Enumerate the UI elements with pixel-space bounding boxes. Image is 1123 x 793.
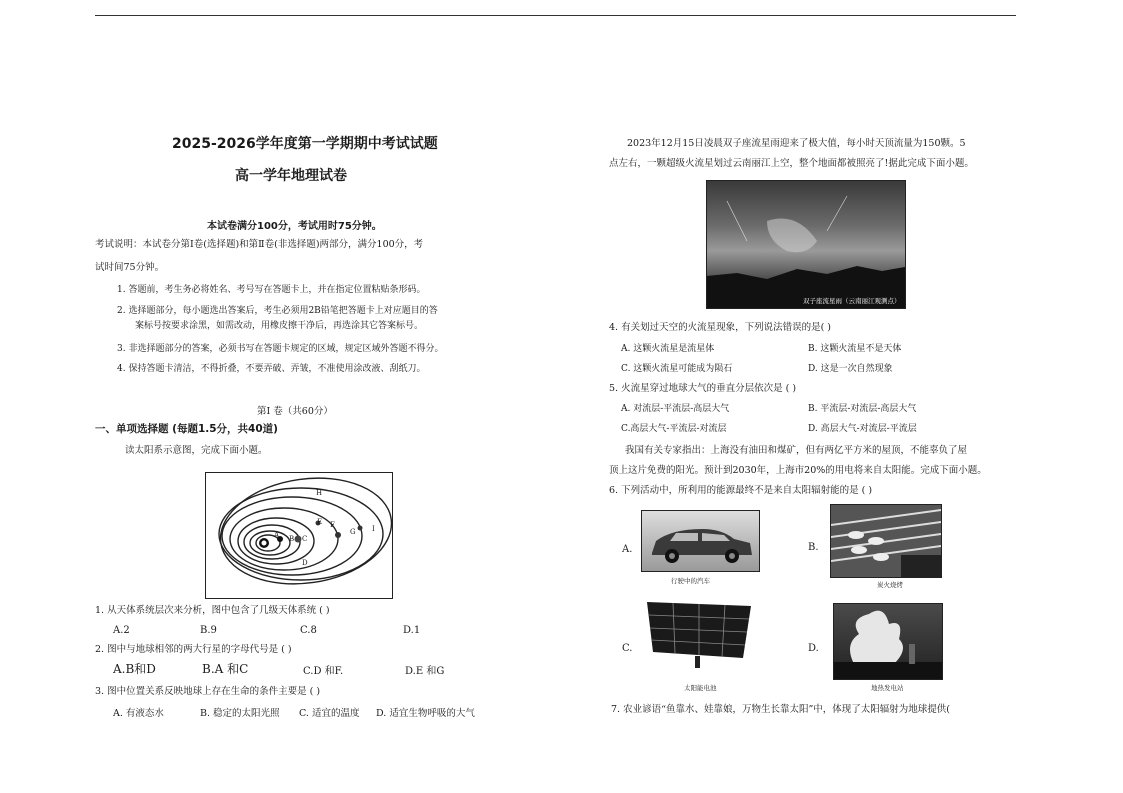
- q6-image-solar-panel: [643, 600, 755, 670]
- passage1-line2: 点左右，一颗超级火流星划过云南丽江上空，整个地面都被照亮了!据此完成下面小题。: [609, 158, 974, 169]
- q1-opt-c: C.8: [300, 625, 317, 636]
- q3-stem: 3. 图中位置关系反映地球上存在生命的条件主要是 ( ): [95, 686, 321, 697]
- diagram-label-i: I: [372, 525, 375, 533]
- diagram-label-d: D: [302, 559, 308, 567]
- q2-opt-a: A.B和D: [113, 662, 156, 676]
- solar-panel-icon: [643, 600, 755, 670]
- q5-opt-a: A. 对流层-平流层-高层大气: [621, 404, 730, 414]
- car-icon: [642, 511, 759, 571]
- q6-letter-d: D.: [808, 643, 819, 654]
- rule-1: 1. 答题前，考生务必将姓名、考号写在答题卡上，并在指定位置粘贴条形码。: [117, 285, 426, 295]
- solar-system-svg: [206, 473, 392, 598]
- q1-stem: 1. 从天体系统层次来分析，图中包含了几级天体系统 ( ): [95, 605, 330, 616]
- section-lead: 读太阳系示意图，完成下面小题。: [125, 445, 268, 456]
- q1-opt-a: A.2: [113, 625, 130, 636]
- exam-title: 2025-2026学年度第一学期期中考试试题: [172, 136, 438, 152]
- passage1-line1: 2023年12月15日凌晨双子座流星雨迎来了极大值，每小时天顶流量为150颗。5: [627, 138, 966, 149]
- q3-opt-c: C. 适宜的温度: [299, 708, 360, 719]
- q7-stem: 7. 农业谚语“鱼靠水、娃靠娘，万物生长靠太阳”中，体现了太阳辐射为地球提供(: [611, 704, 951, 715]
- meteor-photo-caption: 双子座流星雨（云南丽江观测点）: [803, 297, 901, 305]
- q1-opt-d: D.1: [403, 625, 421, 636]
- q6-letter-c: C.: [622, 643, 633, 654]
- q6-caption-c: 太阳能电池: [684, 684, 717, 692]
- q6-image-barbecue: [830, 504, 942, 578]
- diagram-label-h: H: [316, 489, 323, 497]
- q6-letter-a: A.: [622, 544, 633, 555]
- q2-opt-b: B.A 和C: [202, 662, 249, 676]
- q5-opt-d: D. 高层大气-对流层-平流层: [808, 424, 917, 434]
- diagram-label-c: C: [302, 535, 308, 543]
- rule-2: 2. 选择题部分，每小题选出答案后，考生必须用2B铅笔把答题卡上对应题目的答: [117, 306, 438, 316]
- meteor-photo: [706, 180, 906, 309]
- barbecue-icon: [831, 505, 941, 577]
- solar-system-diagram: [205, 472, 393, 599]
- part-title: 第Ⅰ 卷（共60分）: [257, 406, 333, 417]
- exam-desc-line1: 考试说明：本试卷分第Ⅰ卷(选择题)和第Ⅱ卷(非选择题)两部分，满分100分，考: [95, 239, 424, 250]
- score-line: 本试卷满分100分，考试用时75分钟。: [207, 221, 382, 232]
- q6-caption-b: 炭火烧烤: [877, 581, 903, 589]
- q3-opt-a: A. 有液态水: [113, 708, 164, 719]
- diagram-label-b: B: [289, 535, 295, 543]
- rule-2-cont: 案标号按要求涂黑，如需改动，用橡皮擦干净后，再选涂其它答案标号。: [135, 321, 424, 331]
- q5-opt-b: B. 平流层-对流层-高层大气: [808, 404, 917, 414]
- q6-image-geothermal: [833, 603, 943, 680]
- q1-opt-b: B.9: [200, 625, 217, 636]
- diagram-label-f: F: [330, 521, 335, 529]
- diagram-label-g: G: [350, 528, 356, 536]
- meteor-photo-svg: [707, 181, 905, 308]
- q4-opt-d: D. 这是一次自然现象: [808, 364, 893, 374]
- q5-opt-c: C.高层大气-平流层-对流层: [621, 424, 727, 434]
- diagram-label-e: E: [317, 518, 323, 526]
- rule-3: 3. 非选择题部分的答案，必须书写在答题卡规定的区域，规定区域外答题不得分。: [117, 344, 444, 354]
- q2-stem: 2. 图中与地球相邻的两大行星的字母代号是 ( ): [95, 644, 292, 655]
- section-heading: 一、单项选择题 (每题1.5分，共40道): [95, 423, 278, 435]
- q2-opt-d: D.E 和G: [405, 666, 445, 677]
- q4-opt-b: B. 这颗火流星不是天体: [808, 344, 902, 354]
- q6-letter-b: B.: [808, 542, 819, 553]
- passage2-line2: 顶上这片免费的阳光。预计到2030年，上海市20%的用电将来自太阳能。完成下面小题。: [609, 465, 987, 476]
- diagram-label-a: A: [274, 531, 280, 539]
- exam-desc-line2: 试时间75分钟。: [95, 262, 165, 273]
- exam-subtitle: 高一学年地理试卷: [235, 168, 347, 184]
- q6-caption-a: 行驶中的汽车: [671, 577, 710, 585]
- q2-opt-c: C.D 和F.: [303, 666, 344, 677]
- q6-image-car: [641, 510, 760, 572]
- q4-stem: 4. 有关划过天空的火流星现象，下列说法错误的是( ): [609, 322, 832, 333]
- passage2-line1: 我国有关专家指出：上海没有油田和煤矿，但有两亿平方米的屋顶，不能辜负了屋: [625, 445, 968, 456]
- q4-opt-c: C. 这颗火流星可能成为陨石: [621, 364, 733, 374]
- q6-caption-d: 地热发电站: [871, 684, 904, 692]
- q4-opt-a: A. 这颗火流星是流星体: [621, 344, 715, 354]
- rule-4: 4. 保持答题卡清洁，不得折叠，不要弄破、弄皱，不准使用涂改液、刮纸刀。: [117, 364, 426, 374]
- geothermal-plant-icon: [834, 604, 942, 679]
- q3-opt-b: B. 稳定的太阳光照: [200, 708, 280, 719]
- q5-stem: 5. 火流星穿过地球大气的垂直分层依次是 ( ): [609, 383, 797, 394]
- q6-stem: 6. 下列活动中，所利用的能源最终不是来自太阳辐射能的是 ( ): [609, 485, 873, 496]
- q3-opt-d: D. 适宜生物呼吸的大气: [376, 708, 475, 719]
- top-rule: [95, 15, 1016, 16]
